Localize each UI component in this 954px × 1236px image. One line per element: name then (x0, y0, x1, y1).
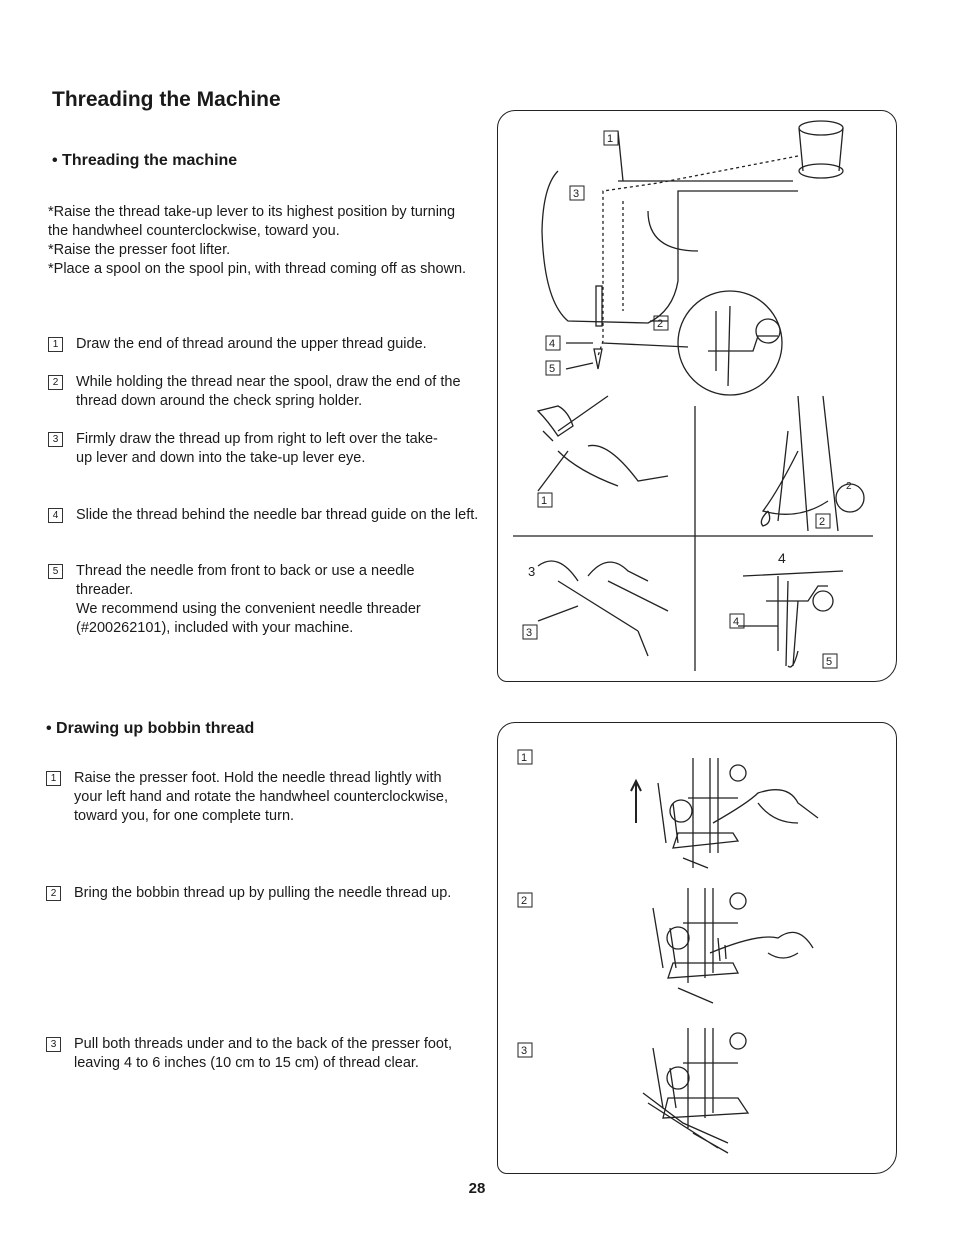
inset-label-1: 1 (541, 495, 548, 507)
step-5-text: Thread the needle from front to back or use a needle threader. (76, 563, 415, 598)
bobbin-illustration (498, 723, 896, 1173)
bobbin-step-1 (46, 769, 456, 826)
step-text: While holding the thread near the spool, draw the end of the thread down around the check spring holder. (76, 374, 461, 409)
step-number-box: 2 (46, 886, 61, 901)
threading-step-1 (48, 335, 478, 354)
threading-heading: • Threading the machine (52, 152, 238, 169)
step-text: Pull both threads under and to the back of the presser foot, leaving 4 to 6 inches (10 cm to 15 cm) of thread clear. (74, 1036, 453, 1071)
threading-illustration (498, 111, 896, 681)
top-label-3: 3 (573, 188, 580, 200)
page-number: 28 (468, 1180, 486, 1197)
bobbin-fig-label-2: 2 (521, 895, 528, 907)
bobbin-step-2 (46, 884, 466, 903)
spool-top (799, 121, 843, 135)
threading-step-4 (48, 506, 488, 525)
top-label-2: 2 (657, 318, 664, 330)
arrow-label-4: 4 (778, 550, 786, 566)
top-label-5: 5 (549, 363, 556, 375)
threading-figure (497, 110, 897, 682)
step-number-box: 1 (48, 337, 63, 352)
step-text: Bring the bobbin thread up by pulling the needle thread up. (74, 885, 452, 901)
bobbin-fig-label-3: 3 (521, 1045, 528, 1057)
arrow-label-2: 2 (846, 481, 852, 492)
intro-line-3: *Place a spool on the spool pin, with thread coming off as shown. (48, 261, 467, 277)
threading-intro (48, 203, 468, 279)
thread-path (598, 156, 798, 356)
arrow-label-3: 3 (528, 564, 536, 579)
step-number-box: 5 (48, 564, 63, 579)
step-number-box: 1 (46, 771, 61, 786)
step-number-box: 3 (48, 432, 63, 447)
threading-step-2 (48, 373, 478, 411)
step-text (76, 562, 468, 638)
intro-line-1: *Raise the thread take-up lever to its highest position by turning the handwheel counterclockwise, toward you. (48, 204, 456, 239)
inset-label-5: 5 (826, 656, 833, 668)
bobbin-figure (497, 722, 897, 1174)
step-number-box: 2 (48, 375, 63, 390)
page-title: Threading the Machine (52, 88, 281, 111)
step-text: Draw the end of thread around the upper thread guide. (76, 336, 427, 352)
threading-step-3 (48, 430, 438, 468)
step-5-recommendation: We recommend using the convenient needle threader (#200262101), included with your machine. (76, 601, 421, 636)
bobbin-heading: • Drawing up bobbin thread (46, 720, 255, 737)
top-label-1: 1 (607, 133, 614, 145)
step-number-box: 4 (48, 508, 63, 523)
threading-step-5 (48, 562, 468, 638)
intro-line-2: *Raise the presser foot lifter. (48, 242, 231, 258)
needle-bar-1 (693, 758, 718, 868)
inset-label-2: 2 (819, 516, 826, 528)
bobbin-fig-label-1: 1 (521, 752, 528, 764)
inset-label-3: 3 (526, 627, 533, 639)
bobbin-step-3 (46, 1035, 456, 1073)
step-text: Raise the presser foot. Hold the needle thread lightly with your left hand and rotate the handwheel counterclockwise, toward you, for one complete turn. (74, 770, 449, 824)
step-text: Firmly draw the thread up from right to left over the take-up lever and down into the take-up lever eye. (76, 431, 438, 466)
step-number-box: 3 (46, 1037, 61, 1052)
inset-label-4: 4 (733, 616, 740, 628)
step-text: Slide the thread behind the needle bar thread guide on the left. (76, 507, 479, 523)
top-label-4: 4 (549, 338, 556, 350)
